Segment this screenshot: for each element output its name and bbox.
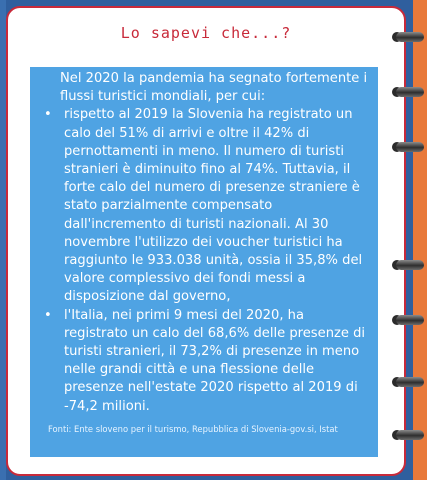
bullet-item-italia: • l'Italia, nei primi 9 mesi del 2020, ha registrato un calo del 68,6% delle presenze di turisti stranieri, il 73,2% di presenze in meno nelle grandi città e una flessione delle presenze nell'estate 2020 rispetto al 2019 di -74,2 milioni. — [40, 307, 368, 416]
binder-ring — [396, 377, 424, 387]
binder-ring — [396, 315, 424, 325]
info-box — [30, 67, 378, 457]
orange-edge-strip — [413, 0, 427, 480]
bullet-item-slovenia: • rispetto al 2019 la Slovenia ha registrato un calo del 51% di arrivi e oltre il 42% di pernottamenti in meno. Il numero di turisti stranieri è diminuito fino al 74%. Tuttavia, il forte calo del numero di presenze straniere è stato parzialmente compensato dall'incremento di turisti nazionali. Al 30 novembre l'utilizzo dei voucher turistici ha raggiunto le 933.038 unità, ossia il 35,8% del valore complessivo dei fondi messi a disposizione dal governo, — [40, 106, 368, 306]
bullet-list — [40, 106, 368, 415]
binder-ring — [396, 260, 424, 270]
page-title: Lo sapevi che...? — [120, 24, 292, 42]
binder-ring — [396, 142, 424, 152]
binder-ring — [396, 430, 424, 440]
source-note: Fonti: Ente sloveno per il turismo, Repubblica di Slovenia-gov.si, Istat — [48, 423, 338, 434]
binder-ring — [396, 87, 424, 97]
intro-text: Nel 2020 la pandemia ha segnato fortemente i flussi turistici mondiali, per cui: — [60, 71, 368, 105]
